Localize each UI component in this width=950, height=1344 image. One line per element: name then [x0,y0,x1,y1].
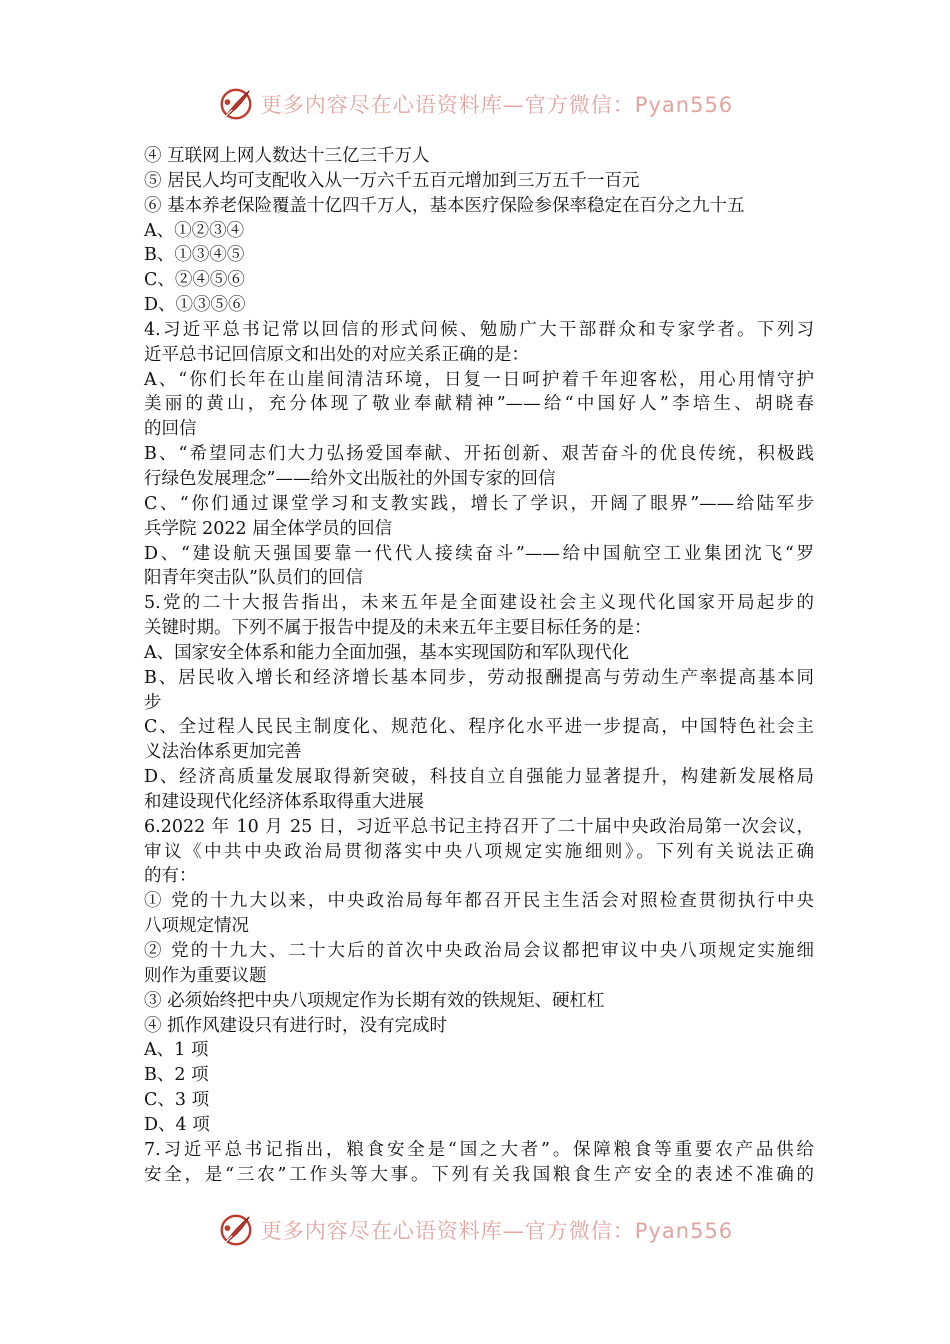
footer-banner [0,1210,950,1250]
text-line: ④ 互联网上网人数达十三亿三千万人 [144,146,430,166]
text-line: 和建设现代化经济体系取得重大进展 [144,791,424,812]
text-line: D、经济高质量发展取得新突破，科技自立自强能力显著提升，构建新发展格局 [144,767,814,788]
text-line: C、3 项 [144,1090,210,1111]
text-line: C、②④⑤⑥ [144,270,245,291]
text-line: A、①②③④ [144,220,245,241]
text-line: 审议《中共中央政治局贯彻落实中央八项规定实施细则》。下列有关说法正确 [144,841,814,862]
text-line: 兵学院 2022 届全体学员的回信 [144,518,393,539]
text-line: 关键时期。下列不属于报告中提及的未来五年主要目标任务的是： [144,618,652,639]
text-line: 安全，是“三农”工作头等大事。下列有关我国粮食生产安全的表述不准确的 [144,1164,814,1185]
text-line: ② 党的十九大、二十大后的首次中央政治局会议都把审议中央八项规定实施细 [144,941,814,961]
text-line: B、居民收入增长和经济增长基本同步，劳动报酬提高与劳动生产率提高基本同 [144,667,814,688]
text-line: B、“希望同志们大力弘扬爱国奉献、开拓创新、艰苦奋斗的优良传统，积极践 [144,444,814,465]
text-line: C、“你们通过课堂学习和支教实践，增长了学识，开阔了眼界”——给陆军步 [144,493,814,514]
quill-pen-logo-icon [217,85,255,123]
text-line: 美丽的黄山，充分体现了敬业奉献精神”——给“中国好人”李培生、胡晓春 [144,394,814,415]
text-line: 八项规定情况 [144,916,249,937]
text-line: 阳青年突击队”队员们的回信 [144,568,363,589]
banner-text: 更多内容尽在心语资料库—官方微信：Pyan556 [260,93,734,117]
text-line: 4.习近平总书记常以回信的形式问候、勉励广大干部群众和专家学者。下列习 [144,319,814,340]
text-line: B、2 项 [144,1065,209,1086]
text-line: 的有： [144,866,197,887]
text-line: ④ 抓作风建设只有进行时，没有完成时 [144,1015,448,1036]
text-line: 则作为重要议题 [144,965,267,986]
text-line: 5.党的二十大报告指出，未来五年是全面建设社会主义现代化国家开局起步的 [144,593,814,614]
text-line: 6.2022 年 10 月 25 日，习近平总书记主持召开了二十届中央政治局第一次会议， [144,816,814,837]
text-line: ⑤ 居民人均可支配收入从一万六千五百元增加到三万五千一百元 [144,170,640,191]
text-line: A、1 项 [144,1040,209,1061]
text-line: ① 党的十九大以来，中央政治局每年都召开民主生活会对照检查贯彻执行中央 [144,891,814,912]
text-line: 义法治体系更加完善 [144,742,302,763]
text-line: ⑥ 基本养老保险覆盖十亿四千万人，基本医疗保险参保率稳定在百分之九十五 [144,195,745,216]
text-line: ③ 必须始终把中央八项规定作为长期有效的铁规矩、硬杠杠 [144,990,605,1011]
text-line: D、4 项 [144,1114,210,1135]
text-line: B、①③④⑤ [144,245,245,266]
document-body [144,144,814,1187]
text-line: 近平总书记回信原文和出处的对应关系正确的是： [144,344,529,365]
text-line: 的回信 [144,419,197,440]
text-line: D、①③⑤⑥ [144,295,246,316]
text-line: 步 [144,692,162,713]
quill-pen-logo-icon [217,1211,255,1249]
text-line: 行绿色发展理念”——给外文出版社的外国专家的回信 [144,468,556,489]
text-line: A、“你们长年在山崖间清洁环境，日复一日呵护着千年迎客松，用心用情守护 [144,369,814,390]
banner-text: 更多内容尽在心语资料库—官方微信：Pyan556 [260,1219,734,1243]
text-line: 7.习近平总书记指出，粮食安全是“国之大者”。保障粮食等重要农产品供给 [144,1139,814,1160]
text-line: C、全过程人民民主制度化、规范化、程序化水平进一步提高，中国特色社会主 [144,717,814,738]
text-line: D、“建设航天强国要靠一代代人接续奋斗”——给中国航空工业集团沈飞“罗 [144,543,814,564]
text-line: A、国家安全体系和能力全面加强，基本实现国防和军队现代化 [144,642,630,663]
header-banner [0,84,950,124]
